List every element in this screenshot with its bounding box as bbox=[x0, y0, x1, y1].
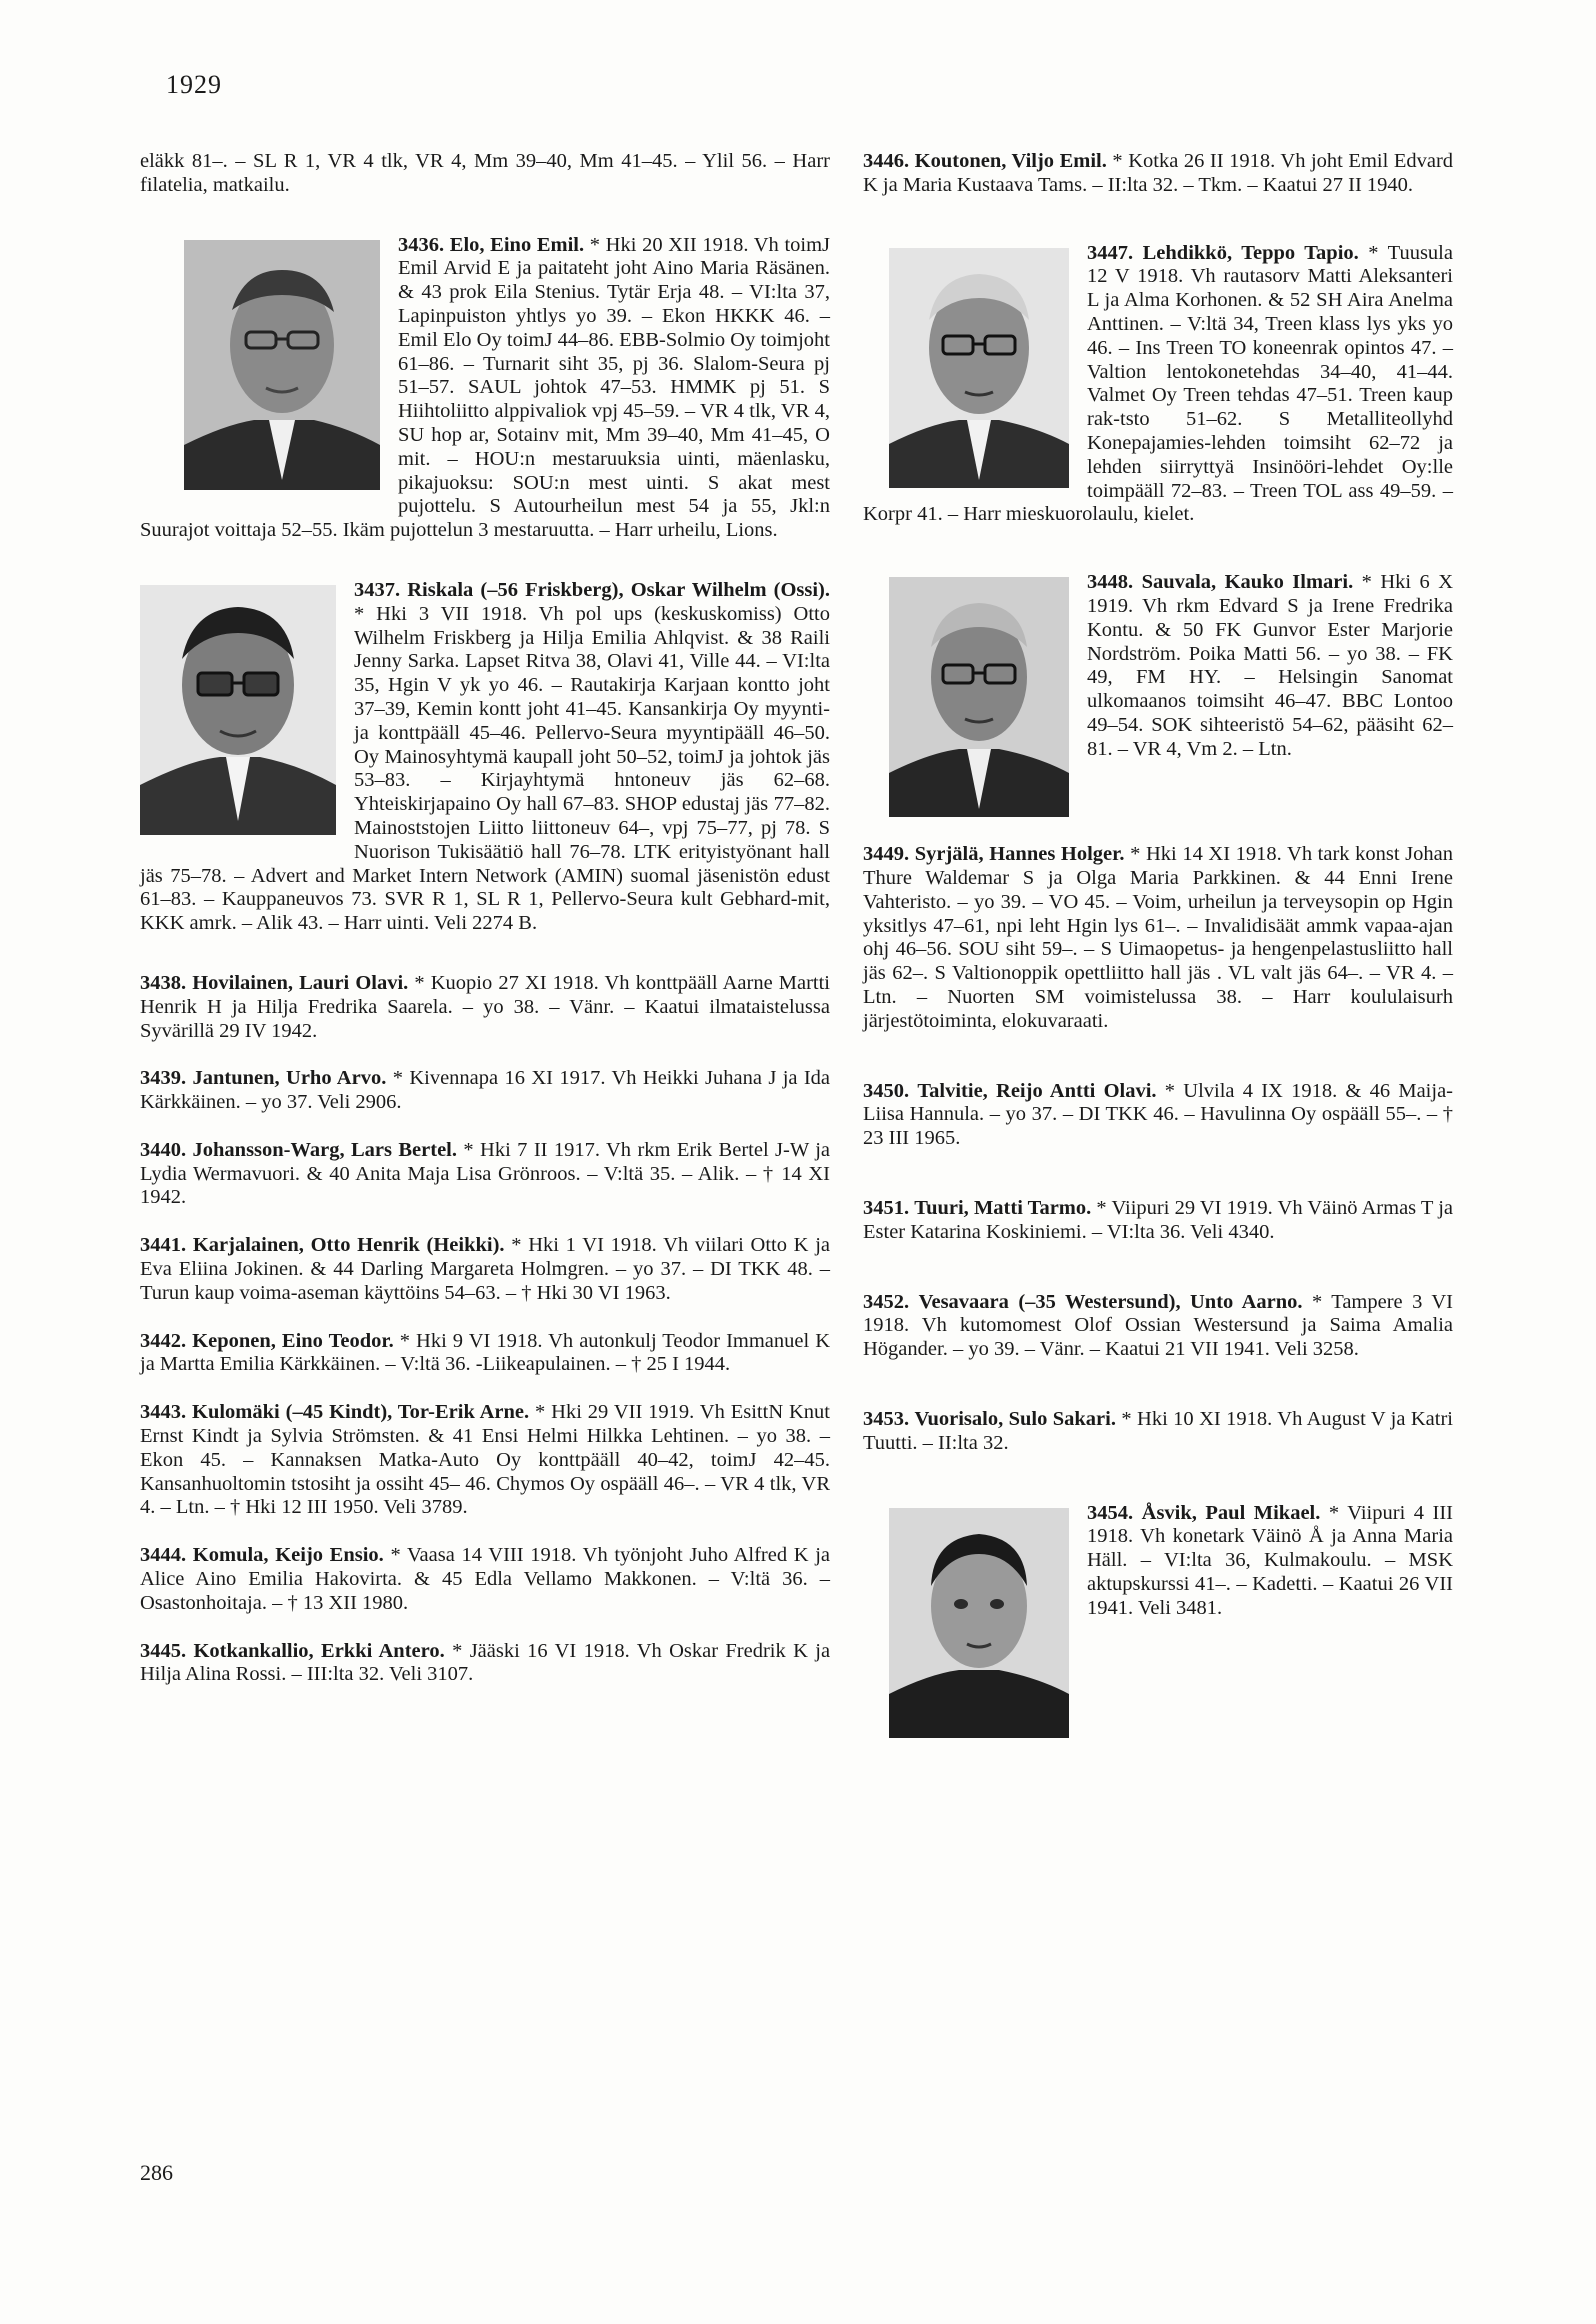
entry-name: Sauvala, Kauko Ilmari. bbox=[1141, 571, 1354, 594]
entry-text: * Kotka 26 II 1918. Vh joht Emil Edvard K ja Maria Kustaava Tams. – II:lta 32. – Tkm. – Kaatui 27 II 1940. bbox=[863, 150, 1454, 196]
page-number: 286 bbox=[140, 2160, 173, 2185]
entry-text: * Hki 1 VI 1918. Vh viilari Otto K ja Eva Eliina Jokinen. & 44 Darling Margareta Holmgren. – yo 37. – DI TKK 48. – Turun kaup voima-aseman käyttöins 54–63. – † Hki 30 VI 1963. bbox=[140, 1234, 831, 1304]
entry-3442 bbox=[140, 1330, 830, 1378]
entry-number: 3443. bbox=[140, 1401, 187, 1424]
entry-number: 3438. bbox=[140, 971, 187, 994]
entry-name: Kotkankallio, Erkki Antero. bbox=[193, 1639, 445, 1662]
entry-3443 bbox=[140, 1401, 830, 1520]
entry-name: Åsvik, Paul Mikael. bbox=[1141, 1501, 1321, 1524]
entry-name: Talvitie, Reijo Antti Olavi. bbox=[917, 1079, 1157, 1102]
entry-number: 3452. bbox=[863, 1290, 910, 1313]
entry-3450 bbox=[863, 1080, 1453, 1151]
entry-number: 3439. bbox=[140, 1067, 187, 1090]
entry-text: * Vaasa 14 VIII 1918. Vh työnjoht Juho Alfred K ja Alice Aino Emilia Hakovirta. & 45 Edla Vellamo Makkonen. – V:ltä 36. – Osastonhoitaja. – † 13 XII 1980. bbox=[140, 1544, 831, 1614]
entry-number: 3453. bbox=[863, 1407, 910, 1430]
entry-text: * Tuusula 12 V 1918. Vh rautasorv Matti Aleksanteri L ja Alma Korhonen. & 52 SH Aira Anelma Anttinen. – V:ltä 34, Treen klass lys yks yo 46. – Ins Treen TO koneenrak opintos 47. – Valtion lentokonetehdas 34–40, 41–44. Valmet Oy Treen tehdas 47–51. Treen kaup rak-tsto 51–62. S Metalliteollyhd Konepajamies-lehden toimsiht 62–72 ja lehden siirryttyä Insinööri-lehdet Oy:lle toimpääll 72–83. – Treen TOL ass 49–59. – Korpr 41. – Harr mieskuorolaulu, kielet. bbox=[863, 241, 1453, 526]
entry-text: * Hki 29 VII 1919. Vh EsittN Knut Ernst Kindt ja Sylvia Strömsten. & 41 Ensi Helmi Hilkka Lehtinen. – yo 38. – Ekon 45. – Kannaksen Matka-Auto Oy konttpääll 40–42, toimJ 42–45. Kansanhuoltomin tstosiht ja ossiht 45– 46. Chymos Oy ospääll 46–. – VR 4 tlk, VR 4. – Ltn. – † Hki 12 III 1950. Veli 3789. bbox=[140, 1401, 831, 1519]
portrait-photo-3454 bbox=[889, 1508, 1069, 1738]
entry-text: * Hki 3 VII 1918. Vh pol ups (keskuskomiss) Otto Wilhelm Friskberg ja Hilja Emilia Ahlqvist. & 38 Raili Jenny Sarka. Lapset Ritva 38, Olavi 41, Ville 44. – VI:lta 35, Hgin V yk yo 46. – Rautakirja Karjaan kontto joht 37–39, Kemin kontt joht 41–45. Kansankirja Oy myynti- ja konttpääll 45–46. Pellervo-Seura myyntipääll 46–50. Oy Mainosyhtymä kaupall joht 50–52, toimJ ja johtok jäs 53–83. – Kirjayhtymä hntoneuv jäs 62–68. Yhteiskirjapaino Oy hall 67–83. SHOP edustaj jäs 77–82. Mainoststojen Liitto liittoneuv 64–, vpj 75–77, pj 78. S Nuorison Tukisäätiö hall 76–78. LTK erityistyönant hall jäs 75–78. – Advert and Market Intern Network (AMIN) suomal jäsenistön edust 61–83. – Kauppaneuvos 73. SVR R 1, SL R 1, Pellervo-Seura kult Gebhard-mit, KKK amrk. – Alik 43. – Harr uinti. Veli 2274 B. bbox=[140, 602, 830, 935]
page-year-header: 1929 bbox=[166, 70, 222, 99]
entry-3449 bbox=[863, 843, 1453, 1033]
entry-3453 bbox=[863, 1408, 1453, 1456]
entry-3437 bbox=[140, 579, 830, 936]
entry-text: * Viipuri 4 III 1918. Vh konetark Väinö Å ja Anna Maria Häll. – VI:lta 36, Kulmakoulu. – MSK aktupskurssi 41–. – Kadetti. – Kaatui 26 VII 1941. Veli 3481. bbox=[1087, 1501, 1454, 1619]
entry-name: Hovilainen, Lauri Olavi. bbox=[192, 971, 409, 994]
portrait-photo-3448 bbox=[889, 577, 1069, 817]
entry-number: 3454. bbox=[1087, 1501, 1134, 1524]
entry-text: * Hki 9 VI 1918. Vh autonkulj Teodor Immanuel K ja Martta Emilia Kärkkäinen. – V:ltä 36. -Liikeapulainen. – † 25 I 1944. bbox=[140, 1329, 831, 1376]
entry-number: 3449. bbox=[863, 843, 910, 866]
entry-3436 bbox=[140, 234, 830, 543]
entry-number: 3447. bbox=[1087, 241, 1134, 264]
entry-text: * Hki 7 II 1917. Vh rkm Erik Bertel J-W ja Lydia Wermavuori. & 40 Anita Maja Lisa Grönroos. – V:ltä 35. – Alik. – † 14 XI 1942. bbox=[140, 1138, 830, 1209]
entry-name: Lehdikkö, Teppo Tapio. bbox=[1142, 241, 1359, 264]
entry-name: Jantunen, Urho Arvo. bbox=[192, 1067, 387, 1090]
entry-text: * Hki 10 XI 1918. Vh August V ja Katri Tuutti. – II:lta 32. bbox=[863, 1407, 1453, 1454]
portrait-photo-3437 bbox=[140, 585, 336, 835]
portrait-photo-3447 bbox=[889, 248, 1069, 488]
entry-name: Riskala (–56 Friskberg), Oskar Wilhelm (Ossi). bbox=[407, 578, 831, 601]
entry-number: 3448. bbox=[1087, 571, 1134, 594]
portrait-photo-3436 bbox=[184, 240, 380, 490]
entry-number: 3451. bbox=[863, 1196, 910, 1219]
entry-number: 3446. bbox=[863, 150, 910, 172]
entry-name: Vuorisalo, Sulo Sakari. bbox=[914, 1407, 1116, 1430]
left-column bbox=[140, 150, 830, 1687]
entry-text: * Hki 14 XI 1918. Vh tark konst Johan Thure Waldemar S ja Olga Maria Parkkinen. & 44 Enni Irene Vahteristo. – yo 39. – VO 45. – Voim, urheilun ja terveysopin op Hgin yksitlys 47–61, npi leht Hgin lys 61–. – Invalidisäät ammk vapaa-ajan ohj 46–56. SOU siht 59–. – S Uimaopetus- ja hengenpelastusliitto hall jäs 62–. S Valtionoppik opettliitto hall jäs . VL valt jäs 64–. – VR 4. – Ltn. – Nuorten SM voimistelussa 38. – Harr koululaisurh järjestötoiminta, elokuvaraati. bbox=[863, 843, 1454, 1032]
entry-text: * Hki 6 X 1919. Vh rkm Edvard S ja Irene Fredrika Kontu. & 50 FK Gunvor Ester Marjorie Nordström. Poika Matti 56. – yo 38. – FK 49, FM HY. – Helsingin Sanomat ulkomaanos toimsiht 46–47. BBC Lontoo 49–54. SOK sihteeristö 54–62, pääsiht 62–81. – VR 4, Vm 2. – Ltn. bbox=[1087, 571, 1454, 760]
entry-3452 bbox=[863, 1291, 1453, 1362]
entry-3448 bbox=[863, 571, 1453, 761]
entry-number: 3440. bbox=[140, 1138, 187, 1161]
entry-number: 3441. bbox=[140, 1234, 187, 1257]
entry-text: * Hki 20 XII 1918. Vh toimJ Emil Arvid E ja paitateht joht Aino Maria Räsänen. & 43 prok Eila Stenius. Tytär Erja 48. – VI:lta 37, Lapinpuiston yhtlys yo 39. – Ekon HKKK 46. – Emil Elo Oy toimJ 44–86. EBB-Solmio Oy toimjoht 61–86. – Turnarit siht 35, pj 36. Slalom-Seura pj 51–57. SAUL johtok 47–53. HMMK pj 51. S Hiihtoliitto alppivaliok vpj 45–59. – VR 4 tlk, VR 4, SU hop ar, Sotainv mit, Mm 39–40, Mm 41–45, O mit. – HOU:n mestaruuksia uinti, mäenlasku, pikajuoksu: SOU:n mest uinti. S akat mest pujottelu. S Autourheilun mest 54 ja 55, Jkl:n Suurajot voittaja 52–55. Ikäm pujottelun 3 mestaruutta. – Harr urheilu, Lions. bbox=[140, 233, 831, 542]
entry-name: Syrjälä, Hannes Holger. bbox=[914, 843, 1125, 866]
entry-name: Tuuri, Matti Tarmo. bbox=[914, 1196, 1092, 1219]
right-column bbox=[863, 150, 1453, 1744]
entry-3444 bbox=[140, 1544, 830, 1615]
entry-3438 bbox=[140, 972, 830, 1043]
entry-name: Karjalainen, Otto Henrik (Heikki). bbox=[192, 1234, 505, 1257]
entry-3439 bbox=[140, 1067, 830, 1115]
entry-text: * Viipuri 29 VI 1919. Vh Väinö Armas T ja Ester Katarina Koskiniemi. – VI:lta 36. Veli 4340. bbox=[863, 1196, 1454, 1243]
entry-name: Komula, Keijo Ensio. bbox=[192, 1544, 384, 1567]
entry-number: 3444. bbox=[140, 1544, 187, 1567]
entry-3441 bbox=[140, 1234, 830, 1305]
entry-text: * Kivennapa 16 XI 1917. Vh Heikki Juhana J ja Ida Kärkkäinen. – yo 37. Veli 2906. bbox=[140, 1067, 831, 1114]
entry-3454 bbox=[863, 1502, 1453, 1621]
entry-text: * Jääski 16 VI 1918. Vh Oskar Fredrik K ja Hilja Alina Rossi. – III:lta 32. Veli 3107. bbox=[140, 1639, 831, 1686]
entry-name: Koutonen, Viljo Emil. bbox=[914, 150, 1107, 172]
entry-name: Elo, Eino Emil. bbox=[449, 233, 585, 256]
entry-name: Keponen, Eino Teodor. bbox=[192, 1329, 394, 1352]
entry-number: 3437. bbox=[354, 578, 401, 601]
entry-3451 bbox=[863, 1197, 1453, 1245]
entry-text: * Kuopio 27 XI 1918. Vh konttpääll Aarne Martti Henrik H ja Hilja Fredrika Saarela. – yo 38. – Vänr. – Kaatui ilmataistelussa Syvärillä 29 IV 1942. bbox=[140, 971, 830, 1042]
intro-text: eläkk 81–. – SL R 1, VR 4 tlk, VR 4, Mm 39–40, Mm 41–45. – Ylil 56. – Harr filatelia, matkailu. bbox=[140, 150, 830, 196]
entry-name: Vesavaara (–35 Westersund), Unto Aarno. bbox=[918, 1290, 1303, 1313]
entry-number: 3450. bbox=[863, 1079, 910, 1102]
entry-number: 3445. bbox=[140, 1639, 187, 1662]
entry-3445 bbox=[140, 1640, 830, 1688]
entry-3447 bbox=[863, 242, 1453, 528]
entry-text: * Ulvila 4 IX 1918. & 46 Maija-Liisa Hannula. – yo 37. – DI TKK 46. – Havulinna Oy ospääll 55–. – † 23 III 1965. bbox=[863, 1079, 1453, 1150]
entry-number: 3436. bbox=[398, 233, 445, 256]
entry-number: 3442. bbox=[140, 1329, 187, 1352]
entry-text: * Tampere 3 VI 1918. Vh kutomomest Olof Ossian Westersund ja Saima Amalia Högander. – yo 39. – Vänr. – Kaatui 21 VII 1941. Veli 3258. bbox=[863, 1290, 1454, 1361]
entry-name: Kulomäki (–45 Kindt), Tor-Erik Arne. bbox=[192, 1401, 530, 1424]
entry-3440 bbox=[140, 1139, 830, 1210]
entry-3446 bbox=[863, 150, 1453, 198]
entry-name: Johansson-Warg, Lars Bertel. bbox=[192, 1138, 457, 1161]
